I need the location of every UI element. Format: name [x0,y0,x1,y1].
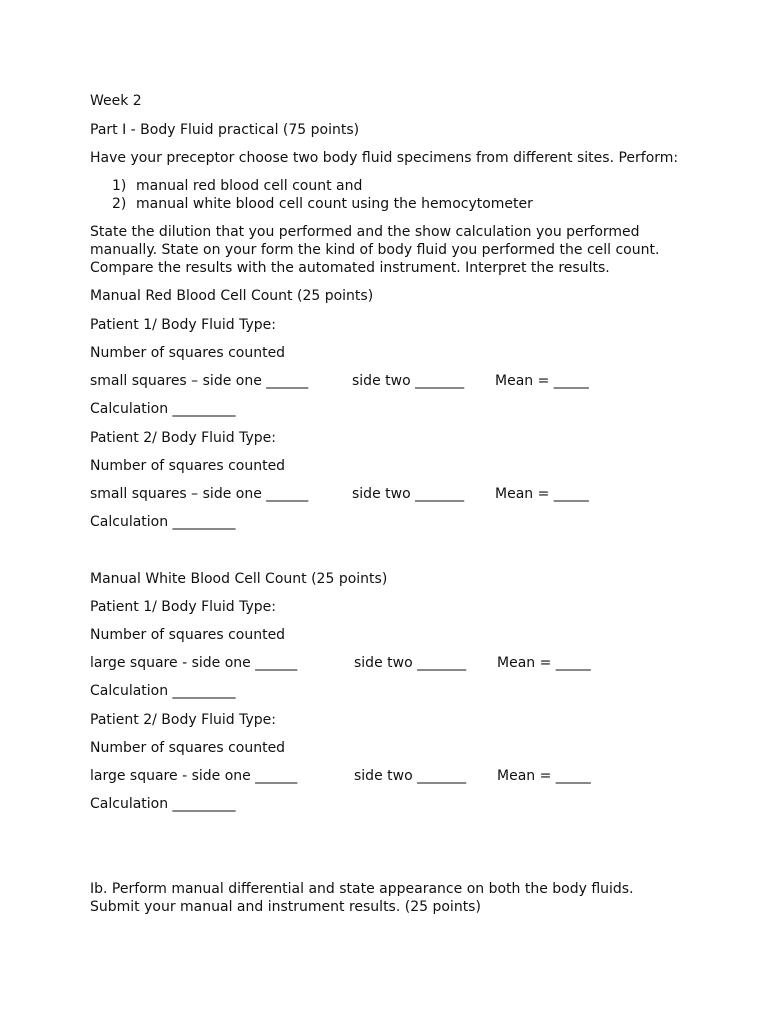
calculation-field: Calculation _________ [90,683,236,699]
side-two-field: side two _______ [352,373,465,389]
calculation-field: Calculation _________ [90,514,236,530]
calculation-field: Calculation _________ [90,401,236,417]
side-two-field: side two _______ [352,486,465,502]
mean-field: Mean = _____ [495,486,589,502]
instruction-line: manually. State on your form the kind of body fluid you performed the cell count. [90,242,660,258]
squares-counted-label: Number of squares counted [90,345,286,361]
side-one-field: small squares – side one ______ [90,486,309,502]
side-two-field: side two _______ [354,768,467,784]
week-heading: Week 2 [90,93,142,109]
part-title: Part I - Body Fluid practical (75 points) [90,122,360,138]
side-one-field: large square - side one ______ [90,768,298,784]
squares-counted-label: Number of squares counted [90,458,286,474]
part-ib-line: Submit your manual and instrument results. (25 points) [90,899,481,915]
patient-type-label: Patient 1/ Body Fluid Type: [90,317,276,333]
side-one-field: large square - side one ______ [90,655,298,671]
side-two-field: side two _______ [354,655,467,671]
instruction-line: Compare the results with the automated instrument. Interpret the results. [90,260,610,276]
task-text: manual white blood cell count using the hemocytometer [136,196,533,212]
mean-field: Mean = _____ [495,373,589,389]
calculation-field: Calculation _________ [90,796,236,812]
task-number: 2) [112,196,127,212]
squares-counted-label: Number of squares counted [90,740,286,756]
squares-counted-label: Number of squares counted [90,627,286,643]
intro-text: Have your preceptor choose two body fluid specimens from different sites. Perform: [90,150,679,166]
mean-field: Mean = _____ [497,655,591,671]
wbc-title: Manual White Blood Cell Count (25 points) [90,571,388,587]
patient-type-label: Patient 2/ Body Fluid Type: [90,430,276,446]
task-number: 1) [112,178,127,194]
patient-type-label: Patient 2/ Body Fluid Type: [90,712,276,728]
patient-type-label: Patient 1/ Body Fluid Type: [90,599,276,615]
rbc-title: Manual Red Blood Cell Count (25 points) [90,288,374,304]
task-text: manual red blood cell count and [136,178,363,194]
instruction-line: State the dilution that you performed and the show calculation you performed [90,224,640,240]
side-one-field: small squares – side one ______ [90,373,309,389]
part-ib-line: Ib. Perform manual differential and state appearance on both the body fluids. [90,881,634,897]
mean-field: Mean = _____ [497,768,591,784]
